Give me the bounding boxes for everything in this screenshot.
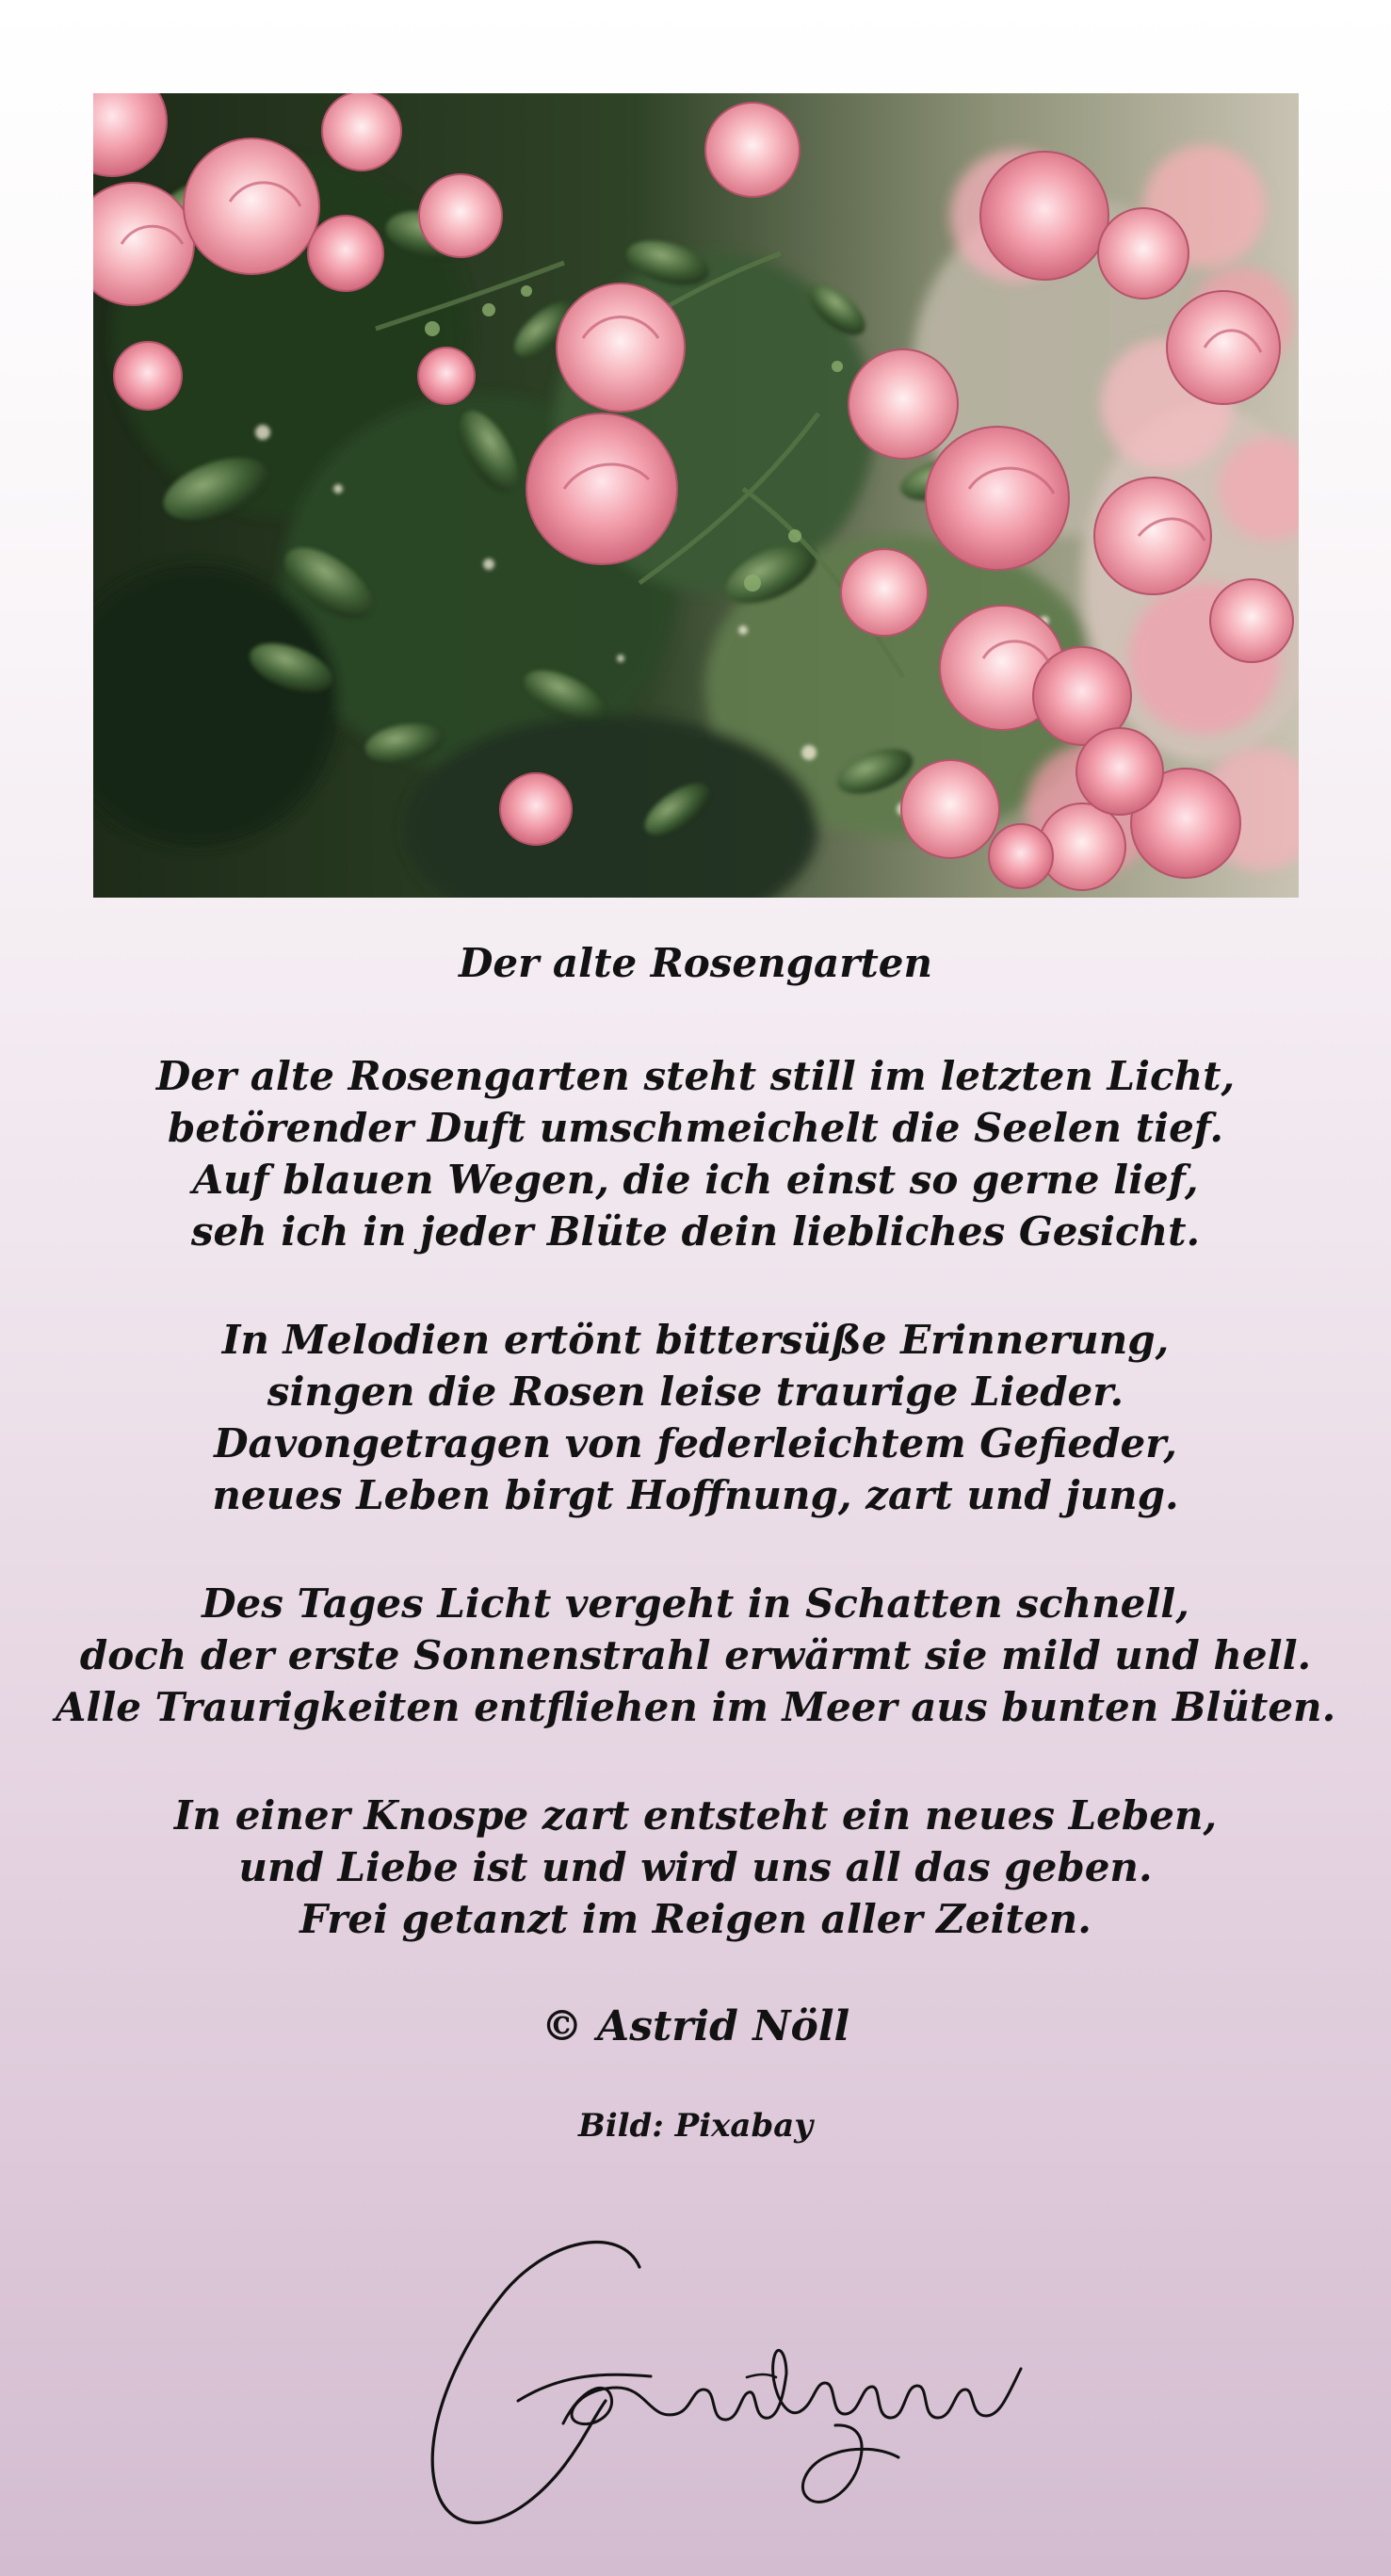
poem-line: Der alte Rosengarten steht still im letzten Licht,: [155, 1053, 1236, 1099]
gedichtezauber-signature: [414, 2228, 1027, 2534]
poem-line: Auf blauen Wegen, die ich einst so gerne lief,: [192, 1157, 1199, 1203]
stanza-1: [0, 1050, 1391, 1257]
stanza-4: [0, 1790, 1391, 1945]
poem-line: und Liebe ist und wird uns all das geben.: [238, 1844, 1153, 1890]
stanza-3: [0, 1578, 1391, 1733]
poem-line: betörender Duft umschmeichelt die Seelen tief.: [168, 1105, 1223, 1151]
poem-line: Alle Traurigkeiten entfliehen im Meer aus bunten Blüten.: [55, 1684, 1336, 1730]
poem-line: Davongetragen von federleichtem Gefieder,: [214, 1420, 1177, 1466]
poem-title: Der alte Rosengarten: [459, 940, 932, 986]
poem-line: In einer Knospe zart entsteht ein neues Leben,: [173, 1792, 1218, 1839]
poem-line: doch der erste Sonnenstrahl erwärmt sie mild und hell.: [79, 1632, 1312, 1678]
rose-garden-photo: [93, 93, 1299, 898]
poem-line: In Melodien ertönt bittersüße Erinnerung,: [221, 1317, 1170, 1363]
stanza-2: [0, 1314, 1391, 1521]
image-credit: Bild: Pixabay: [577, 2107, 814, 2145]
poem-line: neues Leben birgt Hoffnung, zart und jung.: [212, 1472, 1179, 1518]
poem-line: singen die Rosen leise traurige Lieder.: [267, 1369, 1124, 1415]
poem-line: Des Tages Licht vergeht in Schatten schnell,: [202, 1580, 1189, 1627]
poem-line: Frei getanzt im Reigen aller Zeiten.: [299, 1896, 1092, 1942]
poem-line: seh ich in jeder Blüte dein liebliches Gesicht.: [190, 1208, 1201, 1255]
poem: [0, 937, 1391, 2147]
poem-author: © Astrid Nöll: [541, 2002, 850, 2050]
